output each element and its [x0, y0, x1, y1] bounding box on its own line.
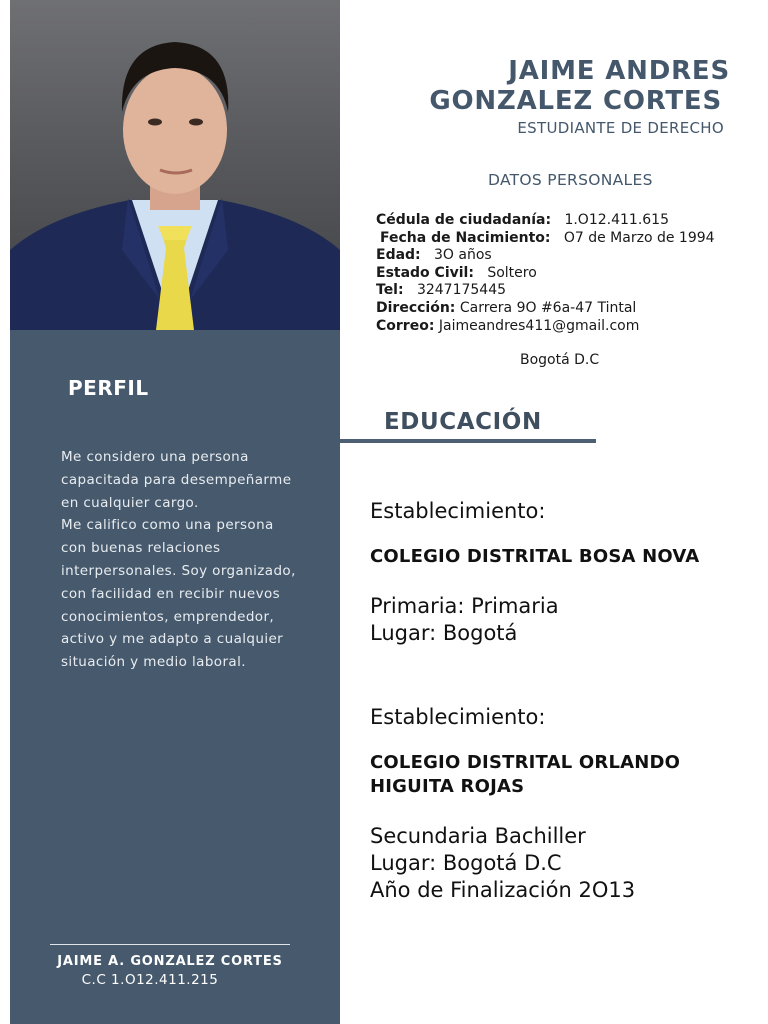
address-label: Dirección: [376, 299, 456, 316]
email-label: Correo: [376, 317, 435, 334]
address-value: Carrera 9O #6a-47 Tintal [459, 299, 637, 316]
civil-status-label: Estado Civil: [376, 264, 474, 281]
age-label: Edad: [376, 247, 421, 264]
education-level: Primaria: Primaria [370, 594, 559, 618]
educacion-divider [340, 439, 596, 443]
school-name: COLEGIO DISTRITAL BOSA NOVA [370, 546, 700, 567]
candidate-subtitle: ESTUDIANTE DE DERECHO [517, 119, 724, 137]
civil-status-row [376, 265, 756, 283]
establishment-label: Establecimiento: [370, 499, 546, 523]
age-value: 3O años [434, 247, 492, 264]
datos-personales-heading: DATOS PERSONALES [488, 171, 653, 189]
phone-label: Tel: [376, 282, 404, 299]
perfil-description [61, 446, 301, 674]
name-line-2: GONZALEZ CORTES [429, 86, 722, 116]
education-entry-1 [370, 498, 740, 647]
profile-sidebar [10, 330, 340, 1024]
perfil-heading: PERFIL [68, 376, 149, 400]
birthdate-label: Fecha de Nacimiento: [380, 229, 551, 246]
cedula-value: 1.O12.411.615 [564, 212, 669, 228]
profile-photo [10, 0, 340, 330]
phone-value: 3247175445 [416, 282, 507, 299]
email-row [376, 318, 756, 336]
civil-status-value: Soltero [487, 264, 537, 281]
education-entry-2 [370, 704, 740, 904]
establishment-label: Establecimiento: [370, 705, 546, 729]
school-name: COLEGIO DISTRITAL ORLANDO HIGUITA ROJAS [370, 752, 681, 797]
city-text: Bogotá D.C [520, 352, 600, 368]
education-level: Secundaria Bachiller [370, 824, 586, 848]
personal-data-list [376, 212, 756, 335]
email-value: Jaimeandres411@gmail.com [438, 317, 640, 334]
birthdate-row [376, 230, 756, 248]
footer-divider [50, 944, 290, 945]
footer-id-number: C.C 1.O12.411.215 [81, 972, 219, 988]
name-line-1: JAIME ANDRES [508, 56, 730, 86]
perfil-paragraph-2: Me califico como una persona con buenas relaciones interpersonales. Soy organizado, con facilidad en recibir nuevos conocimientos, emprendedor, activo y me adapto a cualquier situación y medio laboral. [61, 517, 296, 671]
educacion-heading: EDUCACIÓN [384, 409, 542, 435]
graduation-year: Año de Finalización 2O13 [370, 878, 636, 902]
education-place: Lugar: Bogotá D.C [370, 851, 562, 875]
phone-row [376, 282, 756, 300]
cedula-label: Cédula de ciudadanía: [376, 212, 552, 228]
candidate-name [370, 56, 730, 116]
perfil-paragraph-1: Me considero una persona capacitada para desempeñarme en cualquier cargo. [61, 449, 292, 511]
footer-name: JAIME A. GONZALEZ CORTES [57, 954, 283, 969]
birthdate-value: O7 de Marzo de 1994 [563, 229, 715, 246]
education-place: Lugar: Bogotá [370, 621, 518, 645]
age-row [376, 247, 756, 265]
cedula-row [376, 212, 756, 230]
address-row [376, 300, 756, 318]
